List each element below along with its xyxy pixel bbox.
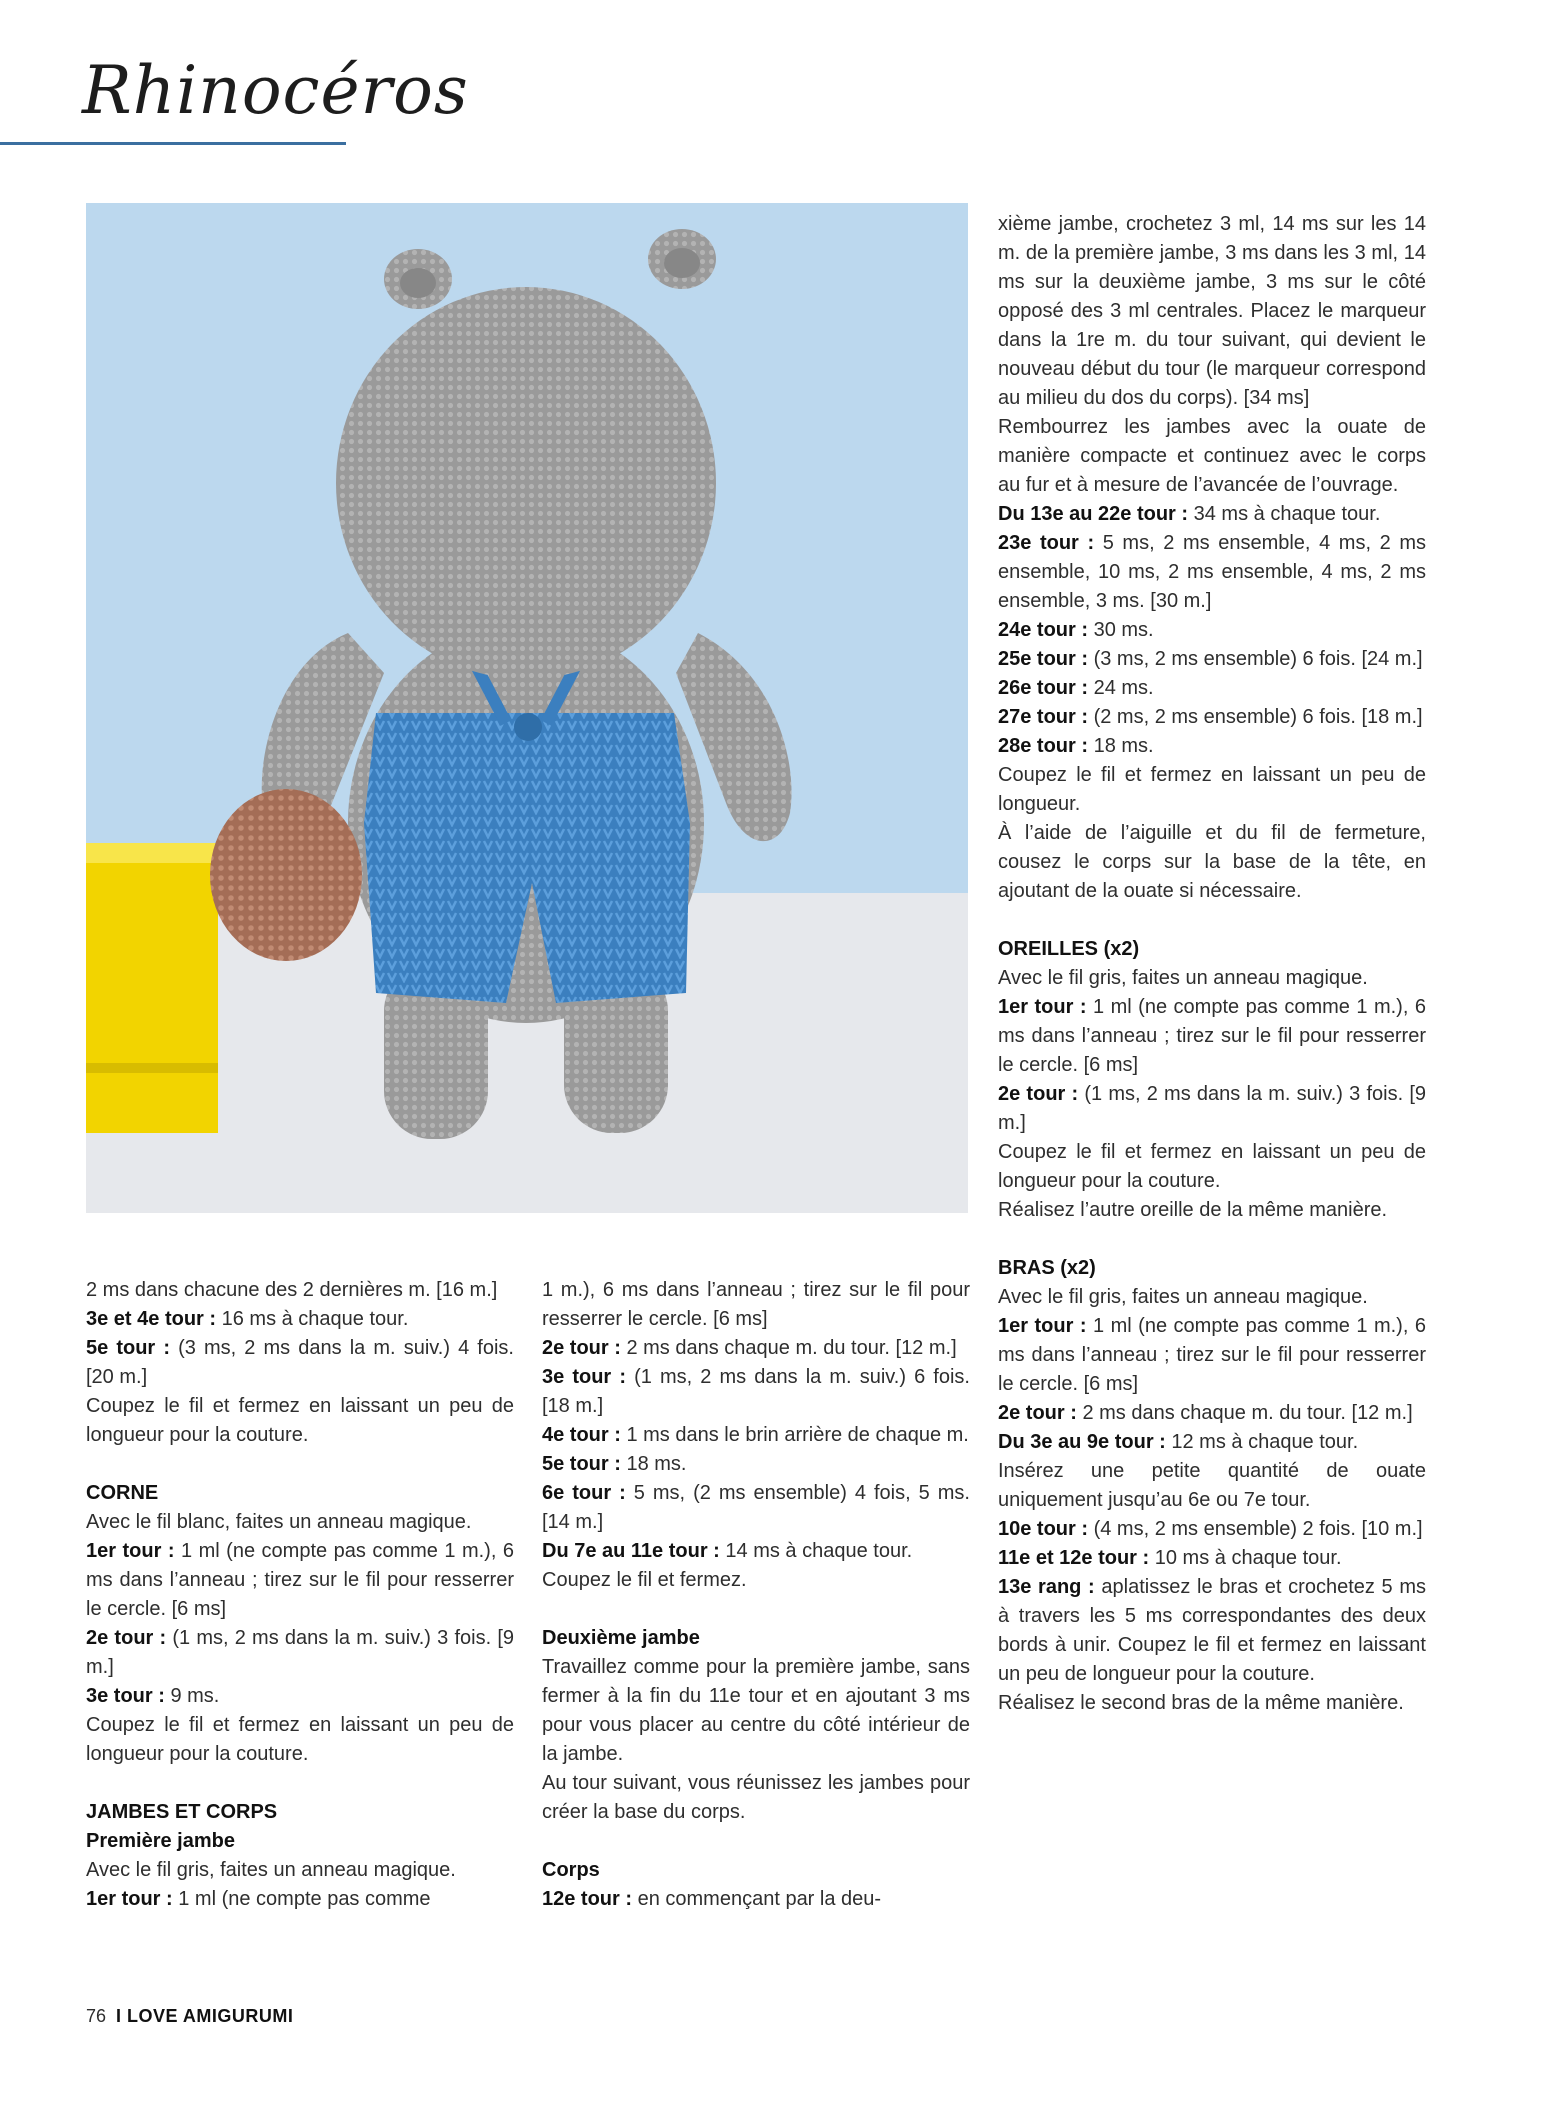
row-text: 2 ms dans chaque m. du tour. [12 m.] [1076,1402,1413,1424]
row-label: 10e tour : [998,1518,1089,1540]
row-text: (3 ms, 2 ms ensemble) 6 fois. [24 m.] [1088,648,1423,670]
paragraph: Avec le fil gris, faites un anneau magique. [998,967,1368,989]
row-text: (1 ms, 2 ms dans la m. suiv.) 3 fois. [9 m.] [86,1627,514,1678]
rhino-doll-illustration [86,203,968,1213]
row-text: 1 ml (ne compte pas comme [172,1888,431,1910]
row-text: 10 ms à chaque tour. [1149,1547,1342,1569]
instruction-row [998,732,1426,761]
text-column-3 [998,210,1426,1718]
brown-ball [210,789,362,961]
row-label: 5e tour : [542,1453,621,1475]
row-text: aplatissez le bras et crochetez 5 ms à travers les 5 ms correspondantes des deux bords à unir. Coupez le fil et fermez en laissant un peu de longueur pour la couture. [998,1576,1426,1685]
subheading-deuxieme-jambe: Deuxième jambe [542,1627,700,1649]
instruction-row [998,1080,1426,1138]
row-label: 27e tour : [998,706,1089,728]
row-label: 1er tour : [86,1540,175,1562]
row-text: 34 ms à chaque tour. [1188,503,1381,525]
instruction-row [542,1421,970,1450]
row-label: 13e rang : [998,1576,1095,1598]
row-text: 1 ml (ne compte pas comme 1 m.), 6 ms dans l’anneau ; tirez sur le fil pour resserrer le cercle. [6 ms] [998,996,1426,1076]
row-label: 26e tour : [998,677,1089,699]
row-text: 5 ms, 2 ms ensemble, 4 ms, 2 ms ensemble, 10 ms, 2 ms ensemble, 4 ms, 2 ms ensemble, 3 ms. [30 m.] [998,532,1426,612]
instruction-row [998,1312,1426,1399]
paragraph: Avec le fil gris, faites un anneau magique. [86,1859,456,1881]
row-text: en commençant par la deu- [632,1888,882,1910]
instruction-row [998,1573,1426,1689]
instruction-row [998,1544,1426,1573]
row-text: 18 ms. [1088,735,1154,757]
subheading-premiere-jambe: Première jambe [86,1830,235,1852]
instruction-row [998,1399,1426,1428]
row-text: 12 ms à chaque tour. [1165,1431,1359,1453]
paragraph: Réalisez le second bras de la même manière. [998,1692,1404,1714]
row-label: 2e tour : [86,1627,167,1649]
instruction-row [998,529,1426,616]
row-label: 2e tour : [998,1402,1077,1424]
paragraph: 2 ms dans chacune des 2 dernières m. [16 m.] [86,1279,498,1301]
row-text: (1 ms, 2 ms dans la m. suiv.) 3 fois. [9 m.] [998,1083,1426,1134]
page-footer [86,2006,293,2027]
page-title: Rhinocéros [82,52,469,129]
paragraph: Travaillez comme pour la première jambe, sans fermer à la fin du 11e tour et en ajoutant 3 ms pour vous placer au centre du côté intérieur de la jambe. [542,1656,970,1765]
paragraph: Insérez une petite quantité de ouate uniquement jusqu’au 6e ou 7e tour. [998,1460,1426,1511]
instruction-row [998,1428,1426,1457]
text-column-1 [86,1276,514,1914]
row-label: 3e tour : [542,1366,626,1388]
row-label: 28e tour : [998,735,1089,757]
section-heading-bras: BRAS (x2) [998,1257,1096,1279]
row-text: (1 ms, 2 ms dans la m. suiv.) 6 fois. [18 m.] [542,1366,970,1417]
instruction-row [542,1479,970,1537]
paragraph: Coupez le fil et fermez en laissant un peu de longueur pour la couture. [86,1395,514,1446]
instruction-row [542,1363,970,1421]
row-label: 23e tour : [998,532,1095,554]
head [336,287,716,679]
section-heading-corne: CORNE [86,1482,159,1504]
row-label: 4e tour : [542,1424,621,1446]
paragraph: Rembourrez les jambes avec la ouate de manière compacte et continuez avec le corps au fur et à mesure de l’avancée de l’ouvrage. [998,416,1426,496]
paragraph: Réalisez l’autre oreille de la même manière. [998,1199,1388,1221]
instruction-row [998,500,1426,529]
amigurumi-photo [86,203,968,1213]
subheading-corps: Corps [542,1859,600,1881]
row-label: Du 3e au 9e tour : [998,1431,1166,1453]
title-underline [0,142,346,145]
row-label: 6e tour : [542,1482,626,1504]
paragraph: Coupez le fil et fermez en laissant un peu de longueur pour la couture. [998,1141,1426,1192]
paragraph: Avec le fil blanc, faites un anneau magique. [86,1511,472,1533]
yellow-block [86,843,218,1133]
instruction-row [86,1682,514,1711]
instruction-row [86,1537,514,1624]
row-label: Du 13e au 22e tour : [998,503,1189,525]
instruction-row [86,1624,514,1682]
instruction-row [998,645,1426,674]
row-label: 3e tour : [86,1685,165,1707]
instruction-row [542,1537,970,1566]
row-label: 11e et 12e tour : [998,1547,1150,1569]
section-heading-jambes-corps: JAMBES ET CORPS [86,1801,278,1823]
row-text: 9 ms. [164,1685,220,1707]
row-text: (2 ms, 2 ms ensemble) 6 fois. [18 m.] [1088,706,1423,728]
paragraph: 1 m.), 6 ms dans l’anneau ; tirez sur le fil pour resserrer le cercle. [6 ms] [542,1279,970,1330]
paragraph: Coupez le fil et fermez en laissant un peu de longueur pour la couture. [86,1714,514,1765]
row-text: (3 ms, 2 ms dans la m. suiv.) 4 fois. [20 m.] [86,1337,514,1388]
row-text: 24 ms. [1088,677,1154,699]
strap-knot [514,713,542,741]
row-label: 2e tour : [998,1083,1079,1105]
instruction-row [542,1334,970,1363]
row-text: 2 ms dans chaque m. du tour. [12 m.] [620,1337,957,1359]
page-number: 76 [86,2006,107,2026]
row-label: 24e tour : [998,619,1089,641]
paragraph: Coupez le fil et fermez en laissant un peu de longueur. [998,764,1426,815]
instruction-row [86,1334,514,1392]
row-label: 12e tour : [542,1888,633,1910]
section-heading-oreilles: OREILLES (x2) [998,938,1140,960]
instruction-row [998,1515,1426,1544]
paragraph: Avec le fil gris, faites un anneau magique. [998,1286,1368,1308]
paragraph: xième jambe, crochetez 3 ml, 14 ms sur les 14 m. de la première jambe, 3 ms dans les 3 ml, 14 ms sur la deuxième jambe, 3 ms sur le côté opposé des 3 ml centrales. Placez le marqueur dans la 1re m. du tour suivant, qui devient le nouveau début du tour (le marqueur correspond au milieu du dos du corps). [34 ms] [998,213,1426,409]
paragraph: Au tour suivant, vous réunissez les jambes pour créer la base du corps. [542,1772,970,1823]
row-text: 18 ms. [620,1453,687,1475]
row-label: 5e tour : [86,1337,170,1359]
instruction-row [542,1450,970,1479]
row-text: 5 ms, (2 ms ensemble) 4 fois, 5 ms. [14 m.] [542,1482,970,1533]
row-text: 16 ms à chaque tour. [216,1308,409,1330]
row-label: 25e tour : [998,648,1089,670]
row-label: 1er tour : [998,996,1087,1018]
text-column-2 [542,1276,970,1914]
instruction-row [542,1885,970,1914]
instruction-row [998,674,1426,703]
instruction-row [998,703,1426,732]
row-text: 1 ml (ne compte pas comme 1 m.), 6 ms dans l’anneau ; tirez sur le fil pour resserrer le cercle. [6 ms] [998,1315,1426,1395]
instruction-row [998,993,1426,1080]
paragraph: À l’aide de l’aiguille et du fil de fermeture, cousez le corps sur la base de la tête, en ajoutant de la ouate si nécessaire. [998,822,1426,902]
row-text: 1 ms dans le brin arrière de chaque m. [620,1424,969,1446]
instruction-row [86,1305,514,1334]
row-text: 14 ms à chaque tour. [719,1540,913,1562]
instruction-row [998,616,1426,645]
paragraph: Coupez le fil et fermez. [542,1569,747,1591]
row-text: 1 ml (ne compte pas comme 1 m.), 6 ms dans l’anneau ; tirez sur le fil pour resserrer le cercle. [6 ms] [86,1540,514,1620]
row-text: (4 ms, 2 ms ensemble) 2 fois. [10 m.] [1088,1518,1423,1540]
magazine-name: I LOVE AMIGURUMI [116,2006,294,2026]
row-label: 3e et 4e tour : [86,1308,217,1330]
row-label: 2e tour : [542,1337,621,1359]
row-label: 1er tour : [998,1315,1087,1337]
row-label: Du 7e au 11e tour : [542,1540,720,1562]
row-label: 1er tour : [86,1888,173,1910]
instruction-row [86,1885,514,1914]
row-text: 30 ms. [1088,619,1154,641]
